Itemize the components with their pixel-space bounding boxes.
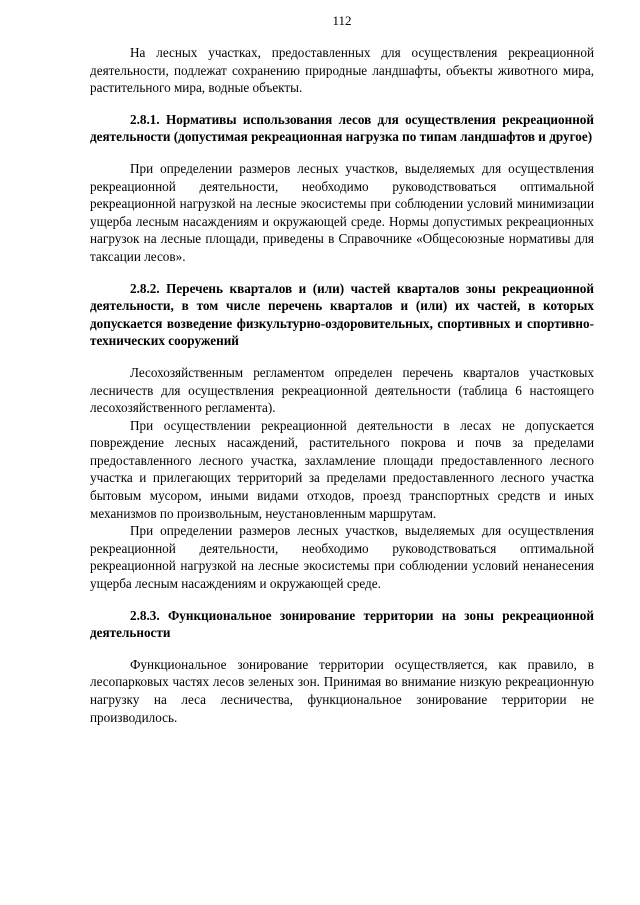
paragraph-landscape-preservation: На лесных участках, предоставленных для осуществления рекреационной деятельности, подлежат сохранению природные ландшафты, объекты животного мира, растительного мира, водные объекты. bbox=[90, 45, 594, 96]
paragraph-prohibited-actions: При осуществлении рекреационной деятельности в лесах не допускается повреждение лесных насаждений, растительного покрова и почв за пределами предоставленного лесного участка, захламление площади предоставленного лесного участка и прилегающих территорий за пределами предоставленного лесного участка бытовым мусором, иными видами отходов, проезд транспортных средств и иных механизмов по произвольным, неустановленным маршрутам. bbox=[90, 417, 594, 521]
paragraph-recreational-load-norms: При определении размеров лесных участков, выделяемых для осуществления рекреационной деятельности, необходимо руководствоваться оптимальной рекреационной нагрузкой на лесные экосистемы при соблюдении условий минимизации ущерба лесным насаждениям и окружающей среде. Нормы допустимых рекреационных нагрузок на лесные площади, приведены в Справочнике «Общесоюзные нормативы для таксации лесов». bbox=[90, 160, 594, 264]
document-page bbox=[90, 12, 594, 726]
paragraph-quarter-list: Лесохозяйственным регламентом определен перечень кварталов участковых лесничеств для осуществления рекреационной деятельности (таблица 6 настоящего лесохозяйственного регламента). bbox=[90, 364, 594, 416]
paragraph-functional-zoning: Функциональное зонирование территории осуществляется, как правило, в лесопарковых частях лесов зеленых зон. Принимая во внимание низкую рекреационную нагрузку на леса лесничества, функциональное зонирование территории не производилось. bbox=[90, 656, 594, 725]
page-number: 112 bbox=[332, 13, 352, 28]
section-heading-2-8-1: 2.8.1. Нормативы использования лесов для осуществления рекреационной деятельности (допустимая рекреационная нагрузка по типам ландшафтов и другое) bbox=[90, 111, 594, 145]
paragraph-plot-size-determination: При определении размеров лесных участков, выделяемых для осуществления рекреационной деятельности, необходимо руководствоваться оптимальной рекреационной нагрузкой на лесные экосистемы при соблюдении условий ненанесения ущерба лесным насаждениям и окружающей среде. bbox=[90, 523, 594, 592]
section-heading-2-8-3: 2.8.3. Функциональное зонирование территории на зоны рекреационной деятельности bbox=[90, 607, 594, 641]
section-heading-2-8-2: 2.8.2. Перечень кварталов и (или) частей кварталов зоны рекреационной деятельности, в том числе перечень кварталов и (или) их частей, в которых допускается возведение физкультурно-оздоровительных, спортивных и спортивно-технических сооружений bbox=[90, 280, 594, 349]
